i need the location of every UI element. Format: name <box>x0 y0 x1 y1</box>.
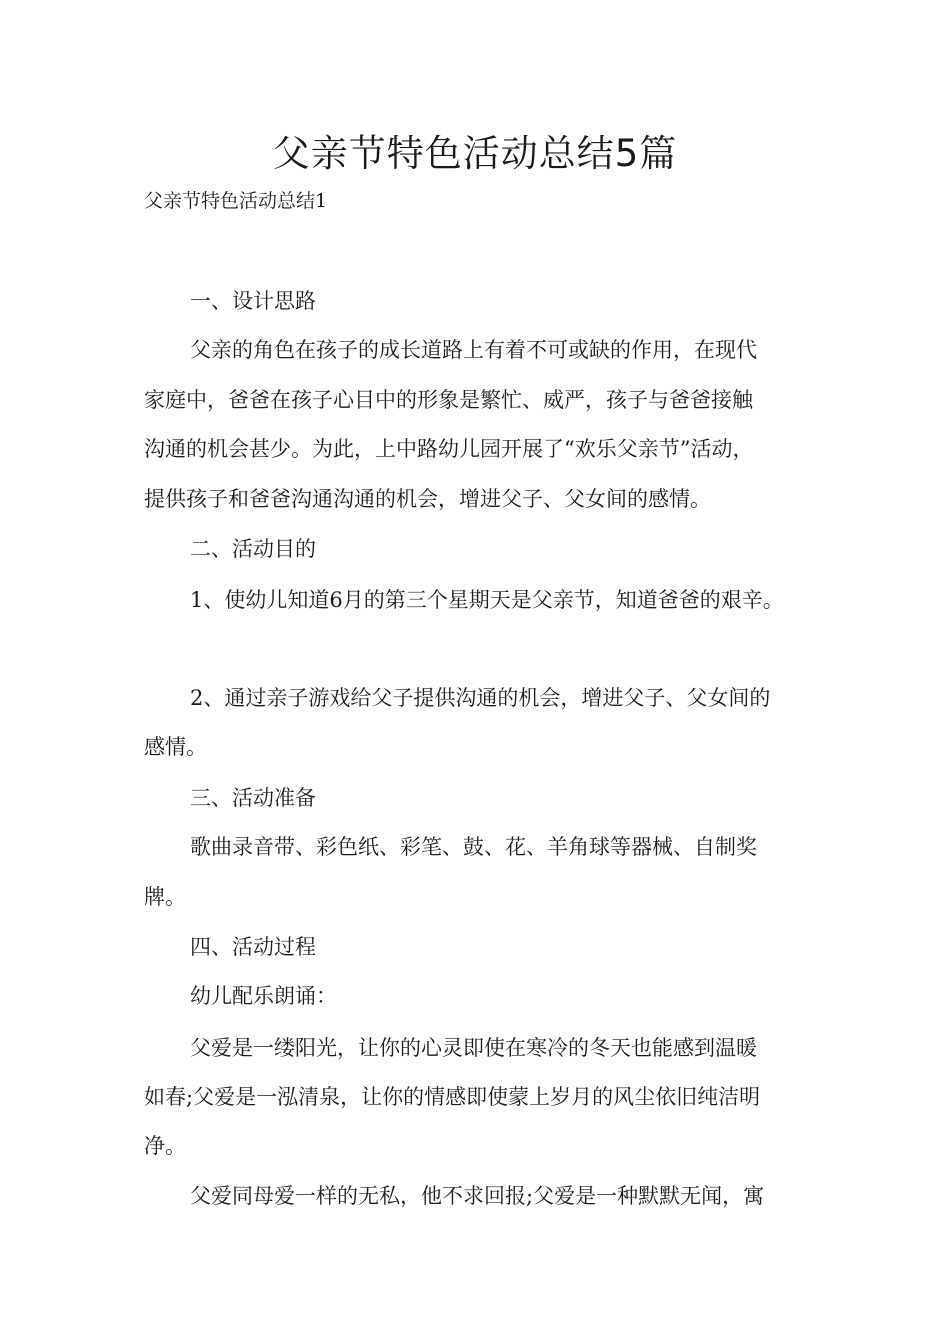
heading-activity-process: 四、活动过程 <box>190 935 316 959</box>
paragraph-line: 父爱同母爱一样的无私，他不求回报;父爱是一种默默无闻，寓 <box>190 1184 765 1208</box>
paragraph-line: 家庭中，爸爸在孩子心目中的形象是繁忙、威严，孩子与爸爸接触 <box>144 388 753 412</box>
list-item: 2、通过亲子游戏给父子提供沟通的机会，增进父子、父女间的 <box>190 686 771 710</box>
paragraph-line: 父爱是一缕阳光，让你的心灵即使在寒冷的冬天也能感到温暖 <box>190 1036 757 1060</box>
paragraph-line: 歌曲录音带、彩色纸、彩笔、鼓、花、羊角球等器械、自制奖 <box>190 835 757 859</box>
heading-activity-preparation: 三、活动准备 <box>190 786 316 810</box>
paragraph-line: 幼儿配乐朗诵： <box>190 984 337 1008</box>
paragraph-line: 沟通的机会甚少。为此，上中路幼儿园开展了“欢乐父亲节”活动， <box>144 437 754 461</box>
paragraph-line: 感情。 <box>144 735 207 759</box>
heading-design-idea: 一、设计思路 <box>190 289 316 313</box>
paragraph-line: 父亲的角色在孩子的成长道路上有着不可或缺的作用，在现代 <box>190 338 757 362</box>
paragraph-line: 如春;父爱是一泓清泉，让你的情感即使蒙上岁月的风尘依旧纯洁明 <box>144 1085 761 1109</box>
heading-activity-goal: 二、活动目的 <box>190 537 316 561</box>
document-title: 父亲节特色活动总结5篇 <box>272 132 678 175</box>
paragraph-line: 牌。 <box>144 885 186 909</box>
paragraph-line: 净。 <box>144 1134 186 1158</box>
section-subtitle: 父亲节特色活动总结1 <box>144 190 328 212</box>
list-item: 1、使幼儿知道6月的第三个星期天是父亲节，知道爸爸的艰辛。 <box>190 588 784 612</box>
paragraph-line: 提供孩子和爸爸沟通沟通的机会，增进父子、父女间的感情。 <box>144 487 711 511</box>
